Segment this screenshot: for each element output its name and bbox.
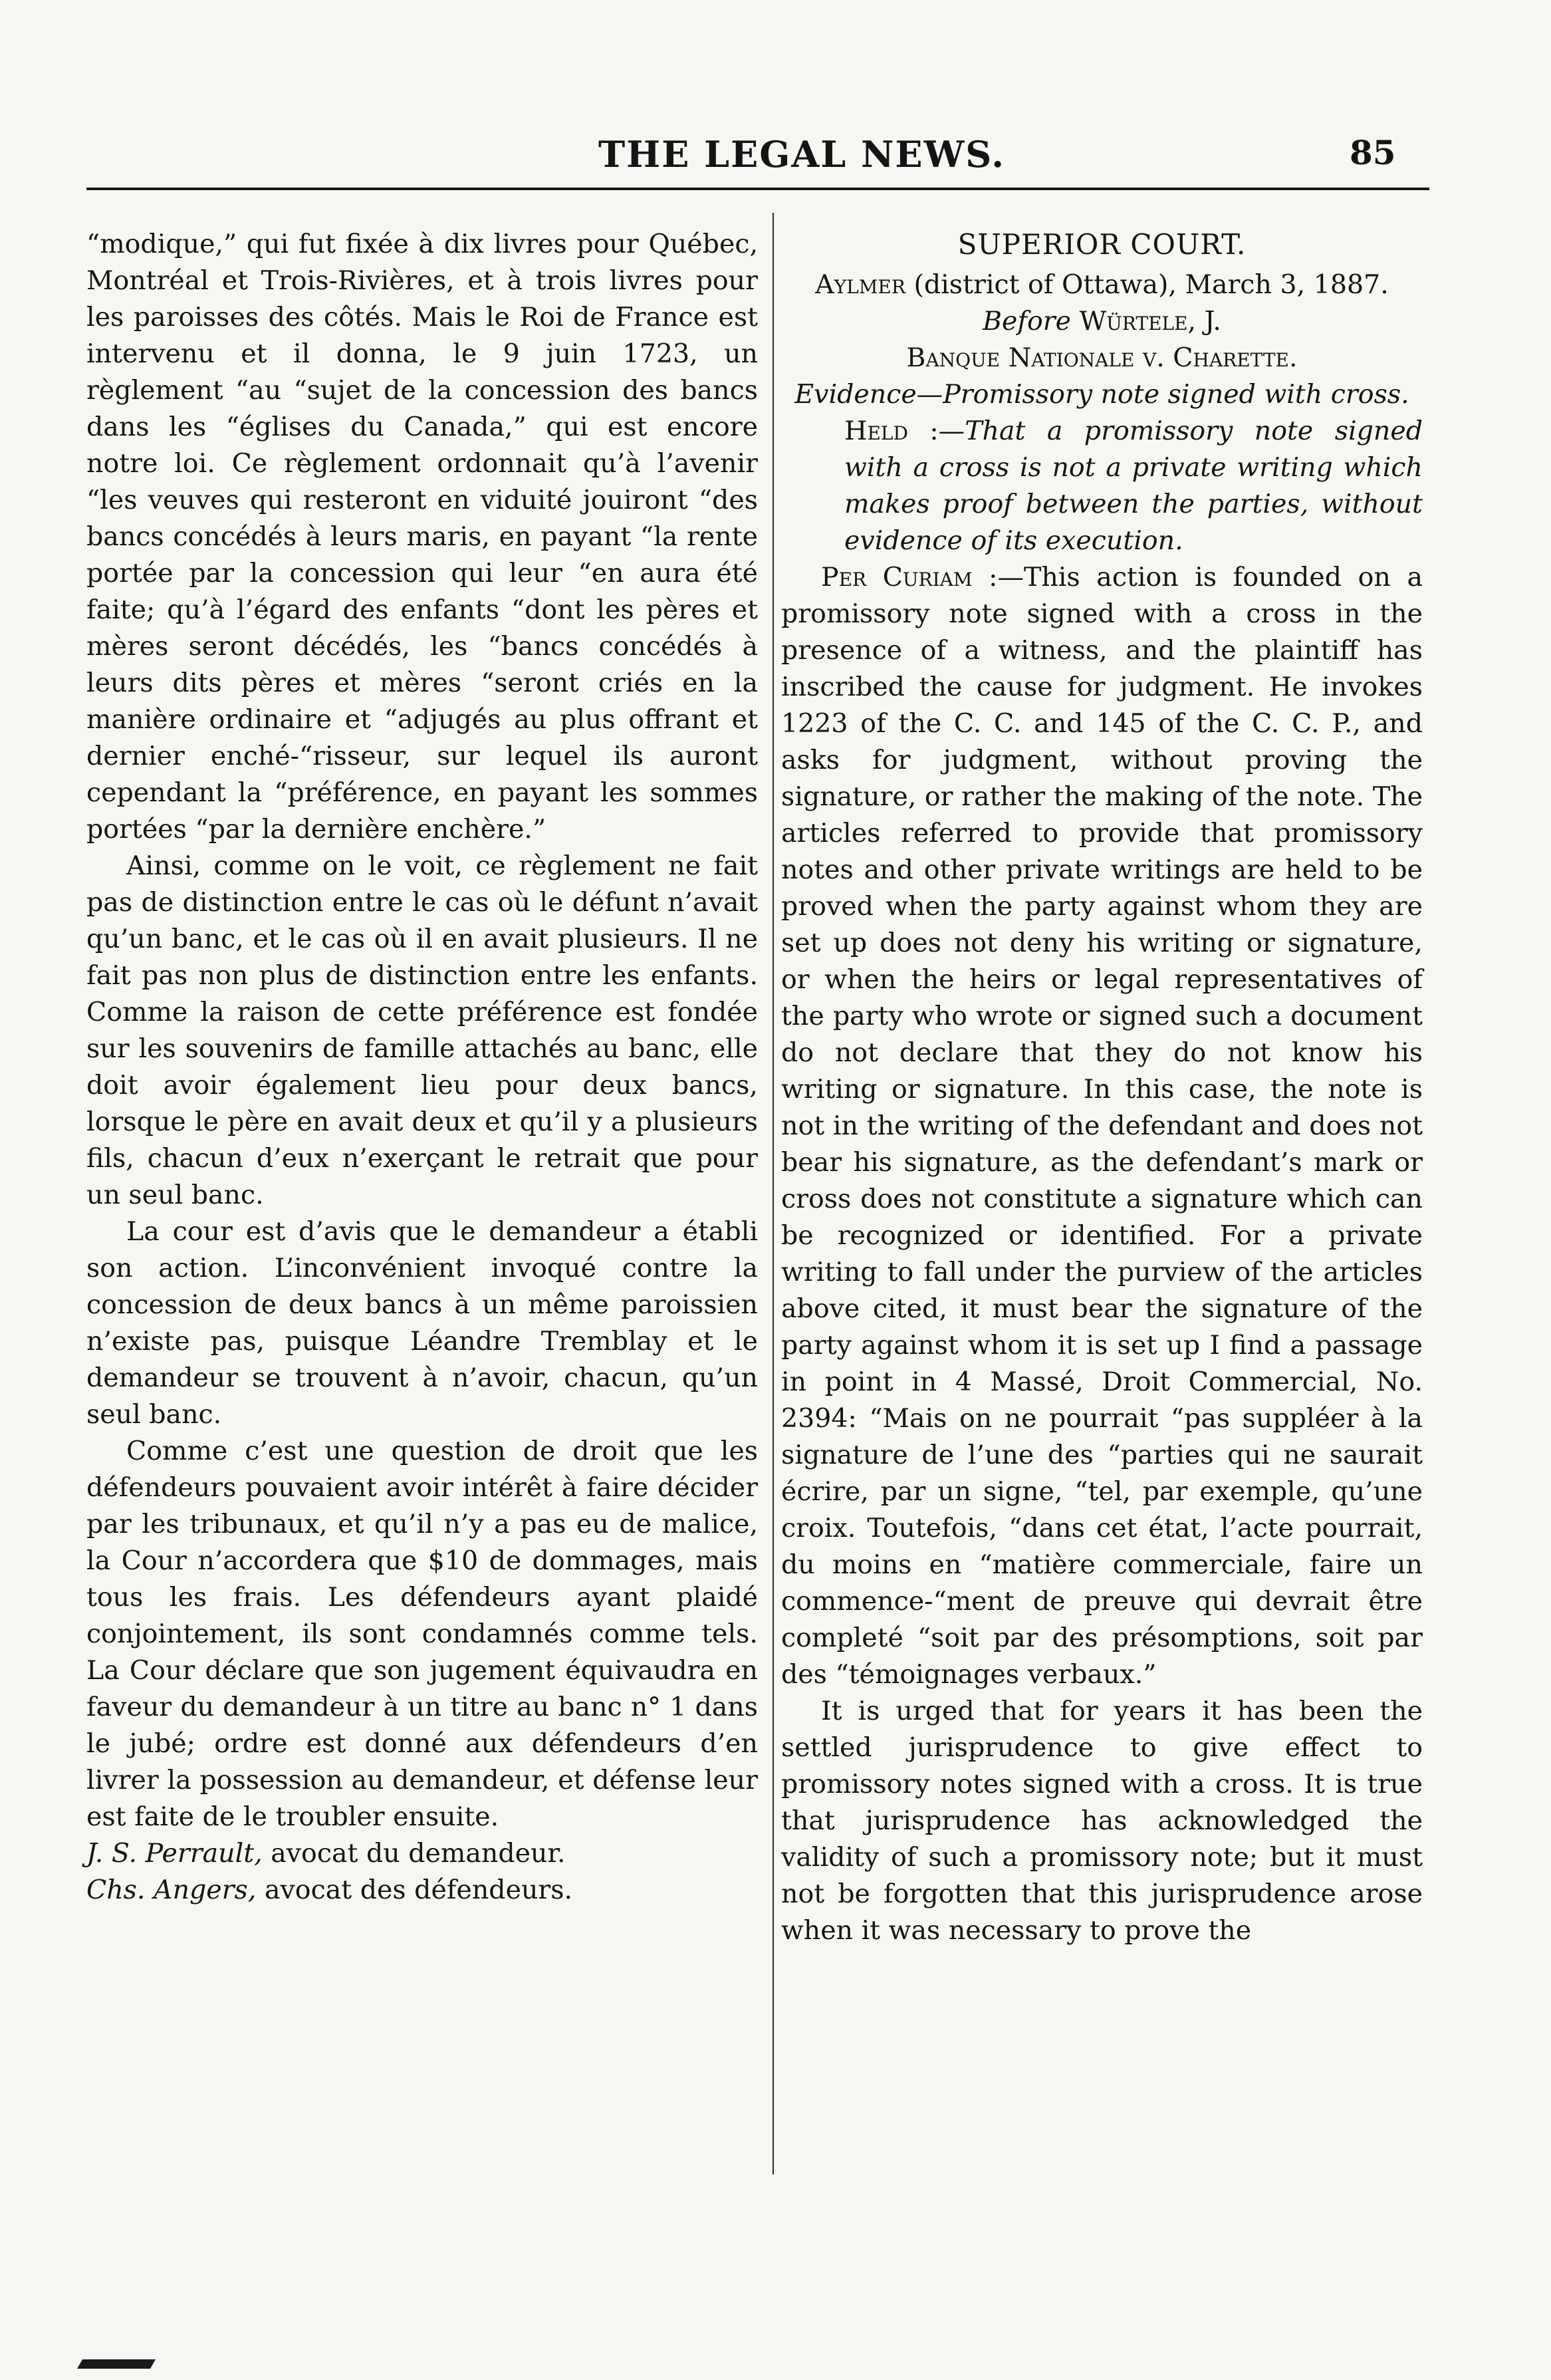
left-column — [86, 226, 758, 1909]
counsel-defendants-name: Chs. Angers, — [86, 1875, 257, 1905]
column-divider — [773, 213, 774, 2175]
right-paragraph-2: It is urged that for years it has been the settled jurisprudence to give effect to promissory notes signed with a cross. It is true that jurisprudence has acknowledged the validity of such a promissory note; but it must not be forgotten that this jurisprudence arose when it was necessary to prove the — [781, 1696, 1423, 1946]
left-paragraph-3: La cour est d’avis que le demandeur a établi son action. L’inconvénient invoqué contre la concession de deux bancs à un même paroissien n’existe pas, puisque Léandre Tremblay et le demandeur se trouvent à n’avoir, chacun, qu’un seul banc. — [86, 1216, 758, 1430]
counsel-plaintiff-name: J. S. Perrault, — [86, 1838, 263, 1869]
per-curiam-text: :—This action is founded on a promissory note signed with a cross in the presence of a witness, and the plaintiff has inscribed the cause for judgment. He invokes 1223 of the C. C. and 145 of the C. C. P., and asks for judgment, without proving the signature, or rather the making of the note. The articles referred to provide that promissory notes and other private writings are held to be proved when the party against whom they are set up does not deny his writing or signature, or when the heirs or legal representatives of the party who wrote or signed such a document do not declare that they do not know his writing or signature. In this case, the note is not in the writing of the defendant and does not bear his signature, as the defendant’s mark or cross does not constitute a signature which can be recognized or identified. For a private writing to fall under the purview of the articles above cited, it must bear the signature of the party against whom it is set up I find a passage in point in 4 Massé, Droit Commercial, No. 2394: “Mais on ne pourrait “pas suppléer à la signature de l’une des “parties qui ne saurait écrire, par un signe, “tel, par exemple, qu’une croix. Toutefois, “dans cet état, l’acte pourrait, du moins en “matière commerciale, faire un commence-“ment de preuve qui devrait être completé “soit par des présomptions, soit par des “témoignages verbaux.” — [781, 562, 1423, 1690]
corner-mark — [77, 2359, 156, 2369]
right-column — [781, 226, 1423, 1949]
per-curiam-paragraph — [781, 559, 1423, 1693]
held-paragraph — [781, 413, 1423, 559]
judge-line — [781, 303, 1423, 340]
case-name: Banque Nationale v. Charette. — [906, 342, 1298, 373]
page-title: THE LEGAL NEWS. — [598, 133, 1006, 176]
counsel-defendants-role: avocat des défendeurs. — [256, 1875, 573, 1905]
left-paragraph-4: Comme c’est une question de droit que les défendeurs pouvaient avoir intérêt à faire décider par les tribunaux, et qu’il n’y a pas eu de malice, la Cour n’accordera que $10 de dommages, mais tous les frais. Les défendeurs ayant plaidé conjointement, ils sont condamnés comme tels. La Cour déclare que son jugement équivaudra en faveur du demandeur à un titre au banc n° 1 dans le jubé; ordre est donné aux défendeurs d’en livrer la possession au demandeur, et défense leur est faite de le troubler ensuite. — [86, 1436, 758, 1832]
held-text: That a promissory note signed with a cross is not a private writing which makes proof between the parties, without evidence of its execution. — [844, 416, 1423, 556]
header-rule — [86, 188, 1429, 190]
left-paragraph-1: “modique,” qui fut fixée à dix livres pour Québec, Montréal et Trois-Rivières, et à trois livres pour les paroisses des côtés. Mais le Roi de France est intervenu et il donna, le 9 juin 1723, un règlement “au “sujet de la concession des bancs dans les “églises du Canada,” qui est encore notre loi. Ce règlement ordonnait qu’à l’avenir “les veuves qui resteront en viduité jouiront “des bancs concédés à leurs maris, en payant “la rente portée par la concession qui leur “en aura été faite; qu’à l’égard des enfants “dont les pères et mères seront décédés, les “bancs concédés à leurs dits pères et mères “seront criés en la manière ordinaire et “adjugés au plus offrant et dernier enché-“risseur, sur lequel ils auront cependant la “préférence, en payant les sommes portées “par la dernière enchère.” — [86, 229, 758, 845]
case-place-date — [781, 267, 1423, 303]
case-subject: Evidence—Promissory note signed with cross. — [794, 379, 1409, 410]
place-name: Aylmer — [815, 269, 905, 300]
before-label: Before — [983, 306, 1072, 336]
place-details: (district of Ottawa), March 3, 1887. — [905, 269, 1389, 300]
page-number: 85 — [1350, 133, 1396, 172]
held-separator: :— — [907, 416, 965, 446]
counsel-plaintiff — [86, 1835, 758, 1872]
left-paragraph-2: Ainsi, comme on le voit, ce règlement ne fait pas de distinction entre le cas où le défunt n’avait qu’un banc, et le cas où il en avait plusieurs. Il ne fait pas non plus de distinction entre les enfants. Comme la raison de cette préférence est fondée sur les souvenirs de famille attachés au banc, elle doit avoir également lieu pour deux bancs, lorsque le père en avait deux et qu’il y a plusieurs fils, chacun d’eux n’exerçant le retrait que pour un seul banc. — [86, 851, 758, 1210]
per-curiam-label: Per Curiam — [821, 562, 973, 593]
judge-name: Würtele, J. — [1071, 306, 1221, 336]
held-label: Held — [844, 416, 908, 446]
court-heading: SUPERIOR COURT. — [957, 228, 1247, 261]
page-header — [0, 0, 1551, 186]
counsel-defendants — [86, 1872, 758, 1909]
counsel-plaintiff-role: avocat du demandeur. — [262, 1838, 566, 1869]
